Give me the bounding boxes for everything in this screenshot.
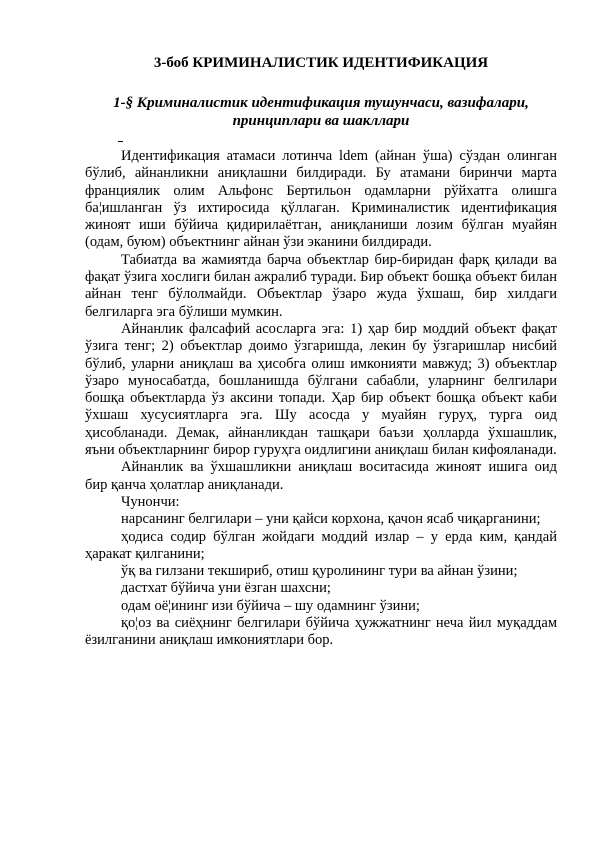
paragraph: Айнанлик фалсафий асосларга эга: 1) ҳар бир моддий объект фақат ўзига тенг; 2) объектлар доимо ўзгаришда, лекин бу ўзгаришлар нисбий бўлиб, уларни аниқлаш ва ҳисобга олиш имконияти мавжуд; 3) объектлар ўзаро муносабатда, бошланишда бўлгани сабабли, уларнинг белгилари бошқа объектларда ўз аксини топади. Ҳар бир объект бошқа объект каби ўхшаш хусусиятларга эга. Шу асосда у муайян гуруҳ, турга оид ҳисобланади. Демак, айнанликдан ташқари баъзи ҳолларда ўхшашлик, яъни объектларнинг бирор гуруҳга оидлигини аниқлаш билан кифояланади.: [85, 320, 557, 459]
list-item: ўқ ва гилзани текшириб, отиш қуролининг тури ва айнан ўзини;: [121, 563, 518, 580]
paragraph: Идентификация атамаси лотинча ldem (айнан ўша) сўздан олинган бўлиб, айнанликни аниқлашни билдиради. Бу атамани биринчи марта франциялик олим Альфонс Бертильон одамларни рўйхатга олишга ба¦ишланган ўз ихтиросида қўллаган. Криминалистик идентификация жиноят иши бўйича қидирилаётган, аниқланиши лозим бўлган муайян (одам, буюм) объектнинг айнан ўзи эканини билдиради.: [85, 148, 557, 251]
list-item: дастхат бўйича уни ёзган шахсни;: [121, 580, 331, 597]
paragraph: Айнанлик ва ўхшашликни аниқлаш воситасида жиноят ишига оид бир қанча ҳолатлар аниқланади.: [85, 459, 557, 493]
list-item: қо¦оз ва сиёҳнинг белгилари бўйича ҳужжатнинг неча йил муқаддам ёзилганини аниқлаш имкониятлари бор.: [85, 615, 557, 649]
section-title: 1-§ Криминалистик идентификация тушунчаси, вазифалари, принциплари ва шакллари: [113, 95, 529, 129]
body-text: [85, 148, 557, 650]
list-item: одам оё¦ининг изи бўйича – шу одамнинг ўзини;: [121, 597, 420, 614]
underline-mark: [118, 141, 123, 142]
list-item: нарсанинг белгилари – уни қайси корхона, қачон ясаб чиқарганини;: [121, 511, 541, 528]
paragraph: Чунончи:: [121, 493, 180, 510]
paragraph: Табиатда ва жамиятда барча объектлар бир-биридан фарқ қилади ва фақат ўзига хослиги билан ажралиб туради. Бир объект бошқа объект билан айнан тенг бўлолмайди. Объектлар ўзаро жуда ўхшаш, бир хилдаги белгиларга эга бўлиши мумкин.: [85, 251, 557, 320]
chapter-title: 3-боб КРИМИНАЛИСТИК ИДЕНТИФИКАЦИЯ: [153, 55, 489, 71]
list-item: ҳодиса содир бўлган жойдаги моддий излар – у ерда ким, қандай ҳаракат қилганини;: [85, 528, 557, 562]
document-page: [85, 54, 557, 650]
